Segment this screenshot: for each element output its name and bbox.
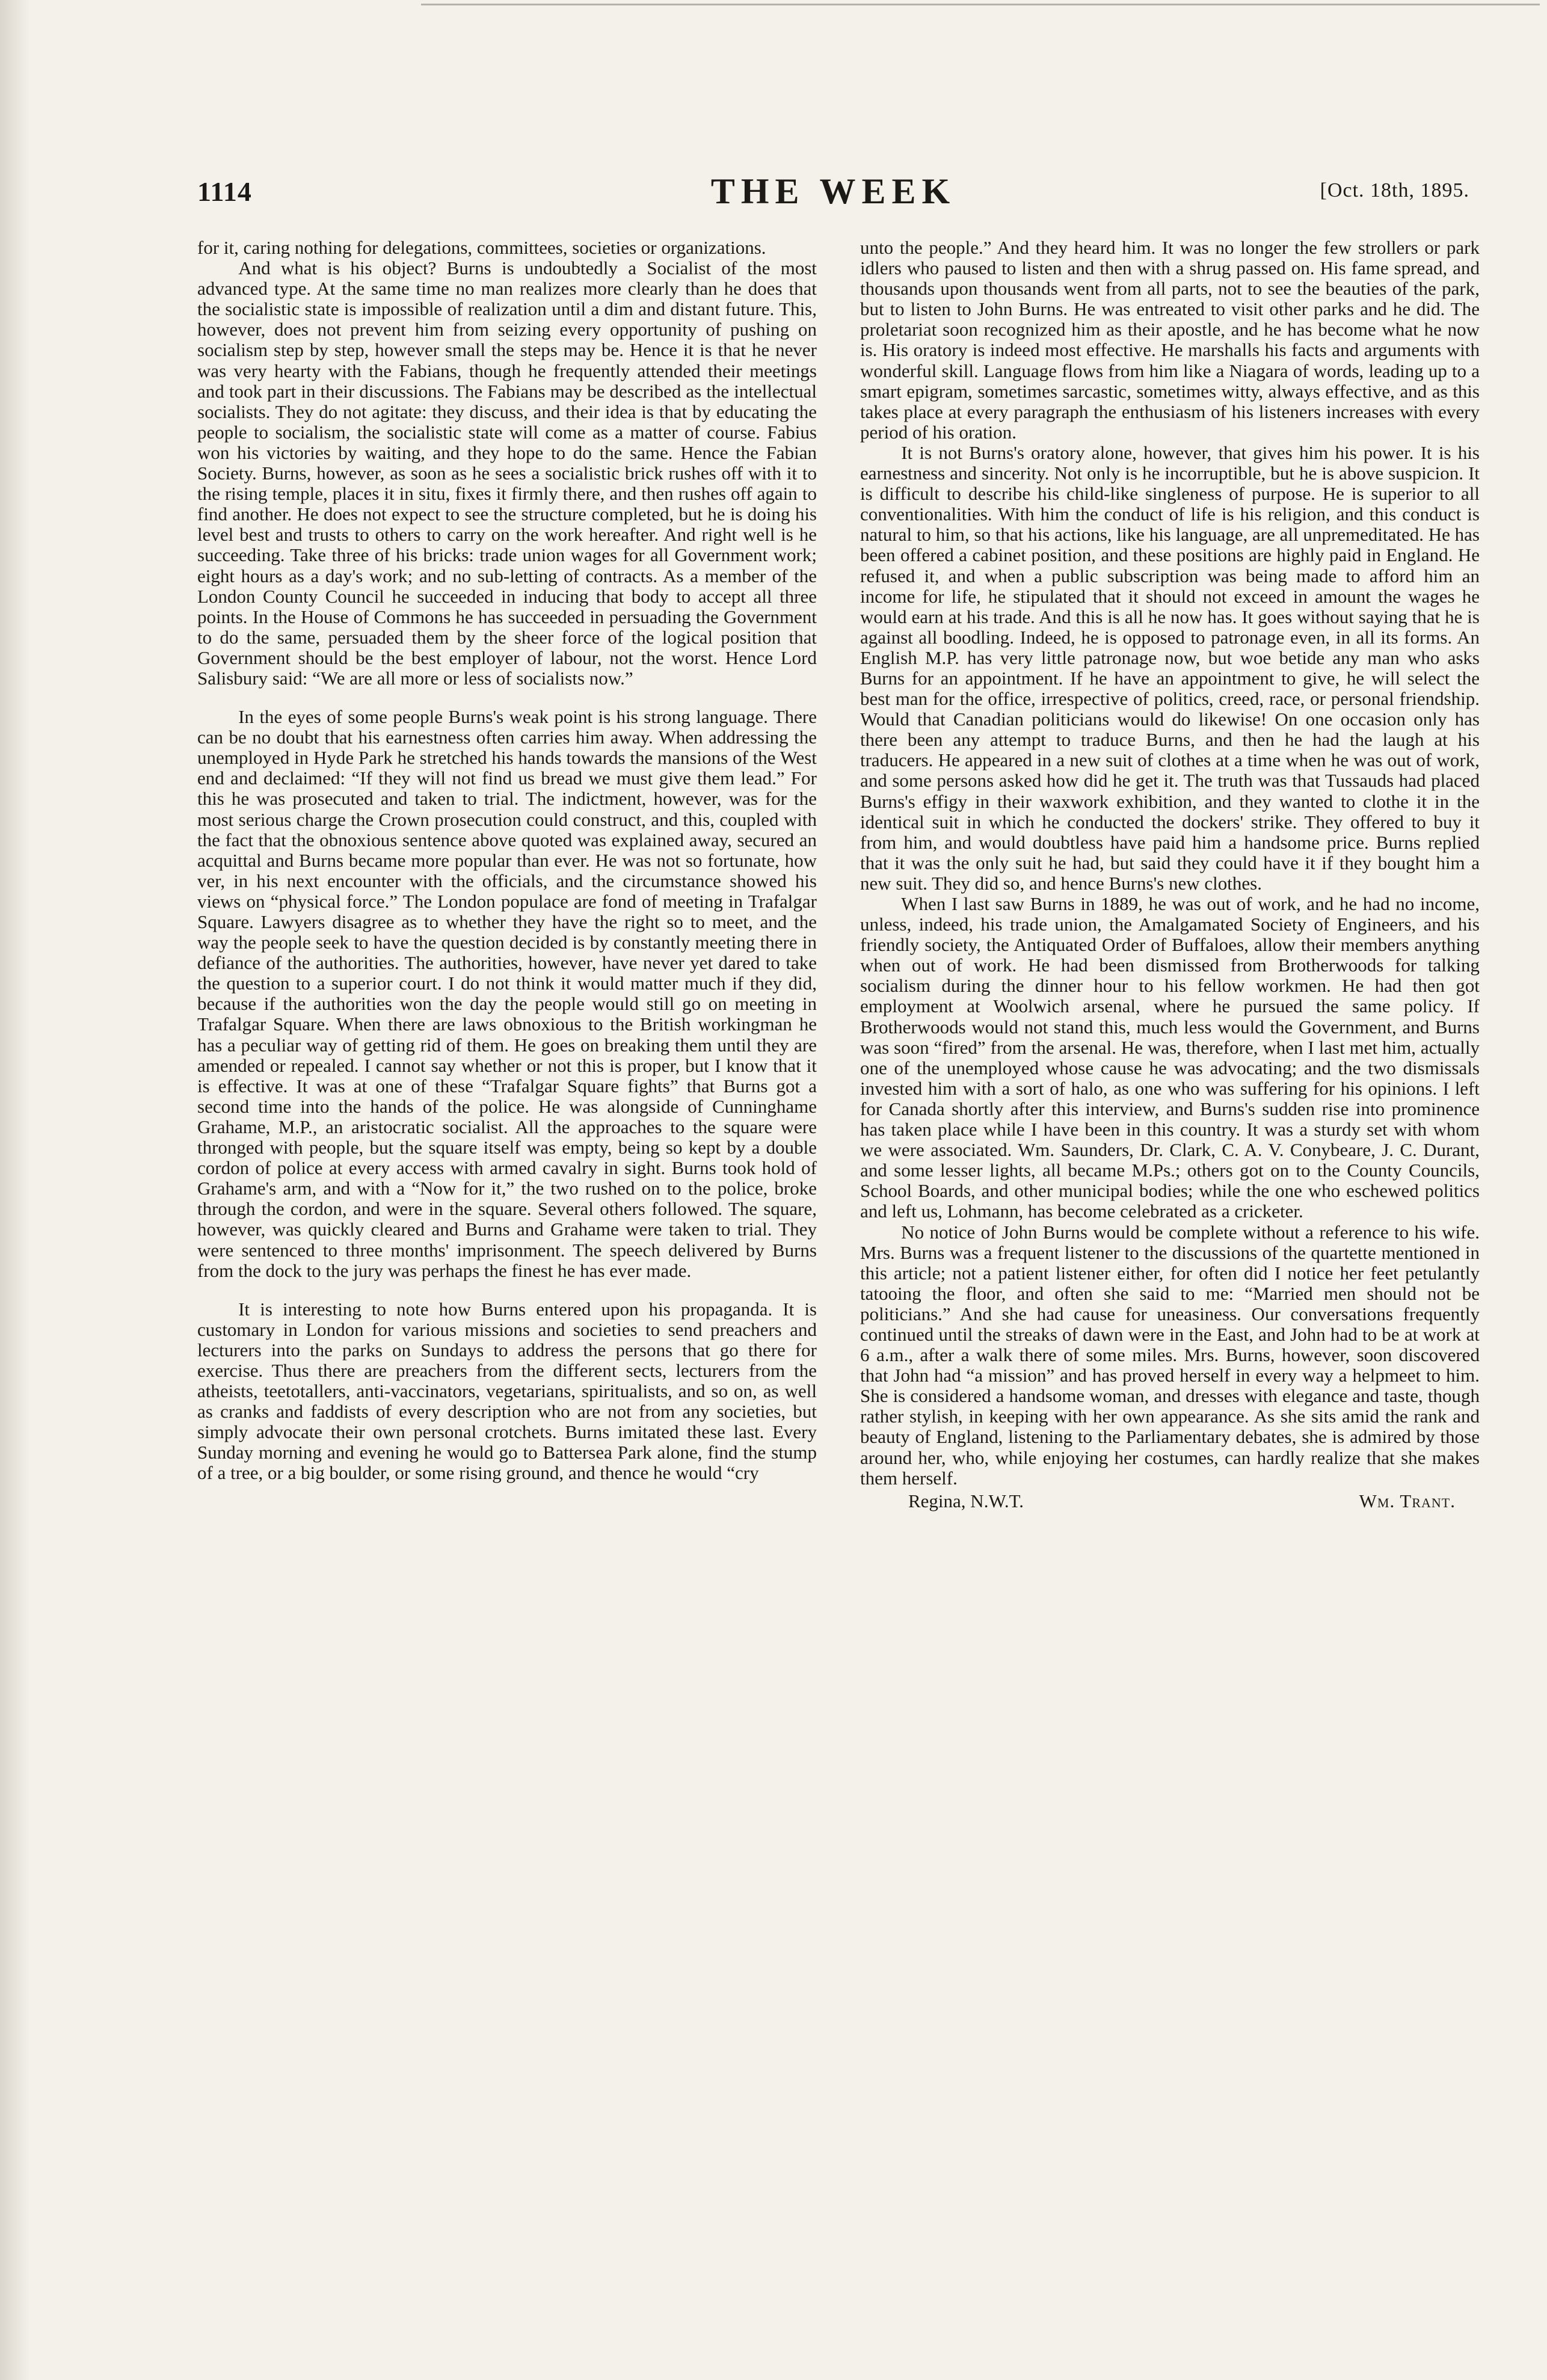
paragraph: for it, caring nothing for delegations, committees, societies or organizations.	[197, 237, 766, 258]
signoff-author: Wm. Trant.	[1359, 1490, 1456, 1511]
scan-edge	[0, 0, 30, 2380]
paragraph: unto the people.” And they heard him. It was no longer the few strollers or park idlers who paused to listen and then with a shrug passed on. His fame spread, and thousands upon thousands went from all parts, not to see the beauties of the park, but to listen to John Burns. He was entreated to visit other parks and he did. The proletariat soon recognized him as their apostle, and he has become what he now is. His oratory is indeed most effective. He marshalls his facts and arguments with wonderful skill. Language flows from him like a Niagara of words, leading up to a smart epigram, sometimes sarcastic, sometimes witty, always effective, and as this takes place at every paragraph the enthusiasm of his listeners increases with every period of his oration.	[860, 237, 1480, 443]
right-column	[860, 238, 1480, 1515]
journal-title: THE WEEK	[710, 171, 956, 211]
paragraph: When I last saw Burns in 1889, he was out of work, and he had no income, unless, indeed, his trade union, the Amalgamated Society of Engineers, and his friendly society, the Antiquated Order of Buffaloes, allow their members anything when out of work. He had been dismissed from Brotherwoods for talking socialism during the dinner hour to his fellow workmen. He had then got employment at Woolwich arsenal, where he pursued the same policy. If Brotherwoods would not stand this, much less would the Government, and Burns was soon “fired” from the arsenal. He was, therefore, when I last met him, actually one of the unemployed whose cause he was advocating; and the two dismissals invested him with a sort of halo, as one who was suffering for his opinions. I left for Canada shortly after this interview, and Burns's sudden rise into prominence has taken place while I have been in this country. It was a sturdy set with whom we were associated. Wm. Saunders, Dr. Clark, C. A. V. Conybeare, J. C. Durant, and some lesser lights, all became M.Ps.; others got on to the County Councils, School Boards, and other municipal bodies; while the one who eschewed politics and left us, Lohmann, has become celebrated as a cricketer.	[860, 893, 1480, 1222]
page-header	[197, 171, 1469, 224]
top-rule	[421, 4, 1540, 29]
paragraph: No notice of John Burns would be complete without a reference to his wife. Mrs. Burns was a frequent listener to the discussions of the quartette mentioned in this article; not a patient listener either, for often did I notice her feet petulantly tatooing the floor, and often she said to me: “Married men should not be politicians.” And she had cause for uneasiness. Our conversations frequently continued until the streaks of dawn were in the East, and John had to be at work at 6 a.m., after a walk there of some miles. Mrs. Burns, however, soon discovered that John had “a mission” and has proved herself in every way a helpmeet to him. She is considered a handsome woman, and dresses with elegance and taste, though rather stylish, in keeping with her own appearance. As she sits amid the rank and beauty of England, listening to the Parliamentary debates, she is admired by those around her, who, while enjoying her costumes, can hardly realize that she makes them herself.	[860, 1221, 1480, 1489]
paragraph: It is not Burns's oratory alone, however, that gives him his power. It is his earnestness and sincerity. Not only is he incorruptible, but he is above suspicion. It is difficult to describe his child-like singleness of purpose. He is superior to all conventionalities. With him the conduct of life is his religion, and this conduct is natural to him, so that his actions, like his language, are all unpremeditated. He has been offered a cabinet position, and these positions are highly paid in England. He refused it, and when a public subscription was being made to afford him an income for life, he stipulated that it should not exceed in amount the wages he would earn at his trade. And this is all he now has. It goes without saying that he is against all boodling. Indeed, he is opposed to patronage even, in all its forms. An English M.P. has very little patronage now, but woe betide any man who asks Burns for an appointment. If he have an appointment to give, he will select the best man for the office, irrespective of politics, creed, race, or personal friendship. Would that Canadian politicians would do likewise! On one occasion only has there been any attempt to traduce Burns, and then he had the laugh at his traducers. He appeared in a new suit of clothes at a time when he was out of work, and some persons asked how did he get it. The truth was that Tussauds had placed Burns's effigy in their waxwork exhibition, and they wanted to clothe it in the identical suit in which he conducted the dockers' strike. They offered to buy it from him, and would doubtless have paid him a handsome price. Burns replied that it was the only suit he had, but said they could have it if they bought him a new suit. They did so, and hence Burns's new clothes.	[860, 441, 1480, 894]
paragraph: And what is his object? Burns is undoubtedly a Socialist of the most advanced type. At the same time no man realizes more clearly than he does that the socialistic state is impossible of realization until a dim and distant future. This, however, does not prevent him from seizing every opportunity of pushing on socialism step by step, however small the steps may be. Hence it is that he never was very hearty with the Fabians, though he frequently attended their meetings and took part in their discussions. The Fabians may be described as the intellectual socialists. They do not agitate: they discuss, and their idea is that by educating the people to socialism, the socialistic state will come as a matter of course. Fabius won his victories by waiting, and they hope to do the same. Hence the Fabian Society. Burns, however, as soon as he sees a socialistic brick rushes off with it to the rising temple, places it in situ, fixes it firmly there, and then rushes off again to find another. He does not expect to see the structure completed, but he is doing his level best and trusts to others to carry on the work hereafter. And right well is he succeeding. Take three of his bricks: trade union wages for all Government work; eight hours as a day's work; and no sub-letting of contracts. As a member of the London County Council he succeeded in inducing that body to accept all three points. In the House of Commons he has succeeded in persuading the Government to do the same, persuaded them by the sheer force of the logical position that Government should be the best employer of labour, not the worst. Hence Lord Salisbury said: “We are all more or less of socialists now.”	[197, 257, 817, 689]
paragraph: In the eyes of some people Burns's weak point is his strong language. There can be no doubt that his earnestness often carries him away. When addressing the unemployed in Hyde Park he stretched his hands towards the mansions of the West end and declaimed: “If they will not find us bread we must give them lead.” For this he was prosecuted and taken to trial. The indictment, however, was for the most serious charge the Crown prosecution could construct, and this, coupled with the fact that the obnoxious sentence above quoted was explained away, secured an acquittal and Burns became more popular than ever. He was not so fortunate, how ver, in his next encounter with the officials, and the circumstance showed his views on “physical force.” The London populace are fond of meeting in Trafalgar Square. Lawyers disagree as to whether they have the right so to meet, and the way the people seek to have the question decided is by constantly meeting there in defiance of the authorities. The authorities, however, have never yet dared to take the question to a superior court. I do not think it would matter much if they did, because if the authorities won the day the people would still go on meeting in Trafalgar Square. When there are laws obnoxious to the British workingman he has a peculiar way of getting rid of them. He goes on breaking them until they are amended or repealed. I cannot say whether or not this is proper, but I know that it is effective. It was at one of these “Trafalgar Square fights” that Burns got a second time into the hands of the police. He was alongside of Cunninghame Grahame, M.P., an aristocratic socialist. All the approaches to the square were thronged with people, but the square itself was empty, being so kept by a double cordon of police at every access with armed cavalry in sight. Burns took hold of Grahame's arm, and with a “Now for it,” the two rushed on to the police, broke through the cordon, and were in the square. Several others followed. The square, however, was quickly cleared and Burns and Grahame were taken to trial. They were sentenced to three months' imprisonment. The speech delivered by Burns from the dock to the jury was perhaps the finest he has ever made.	[197, 706, 817, 1281]
paragraph: It is interesting to note how Burns entered upon his propaganda. It is customary in London for various missions and societies to send preachers and lecturers into the parks on Sundays to address the persons that go there for exercise. Thus there are preachers from the different sects, lecturers from the atheists, teetotallers, anti-vaccinators, vegetarians, spiritualists, and so on, as well as cranks and faddists of every description who are not from any societies, but simply advocate their own personal crotchets. Burns imitated these last. Every Sunday morning and evening he would go to Battersea Park alone, find the stump of a tree, or a big boulder, or some rising ground, and thence he would “cry	[197, 1298, 817, 1484]
signoff-place: Regina, N.W.T.	[908, 1490, 1024, 1511]
left-column	[197, 238, 817, 1484]
page-number: 1114	[197, 176, 252, 207]
issue-date: [Oct. 18th, 1895.	[1320, 179, 1469, 201]
signoff	[860, 1491, 1480, 1515]
